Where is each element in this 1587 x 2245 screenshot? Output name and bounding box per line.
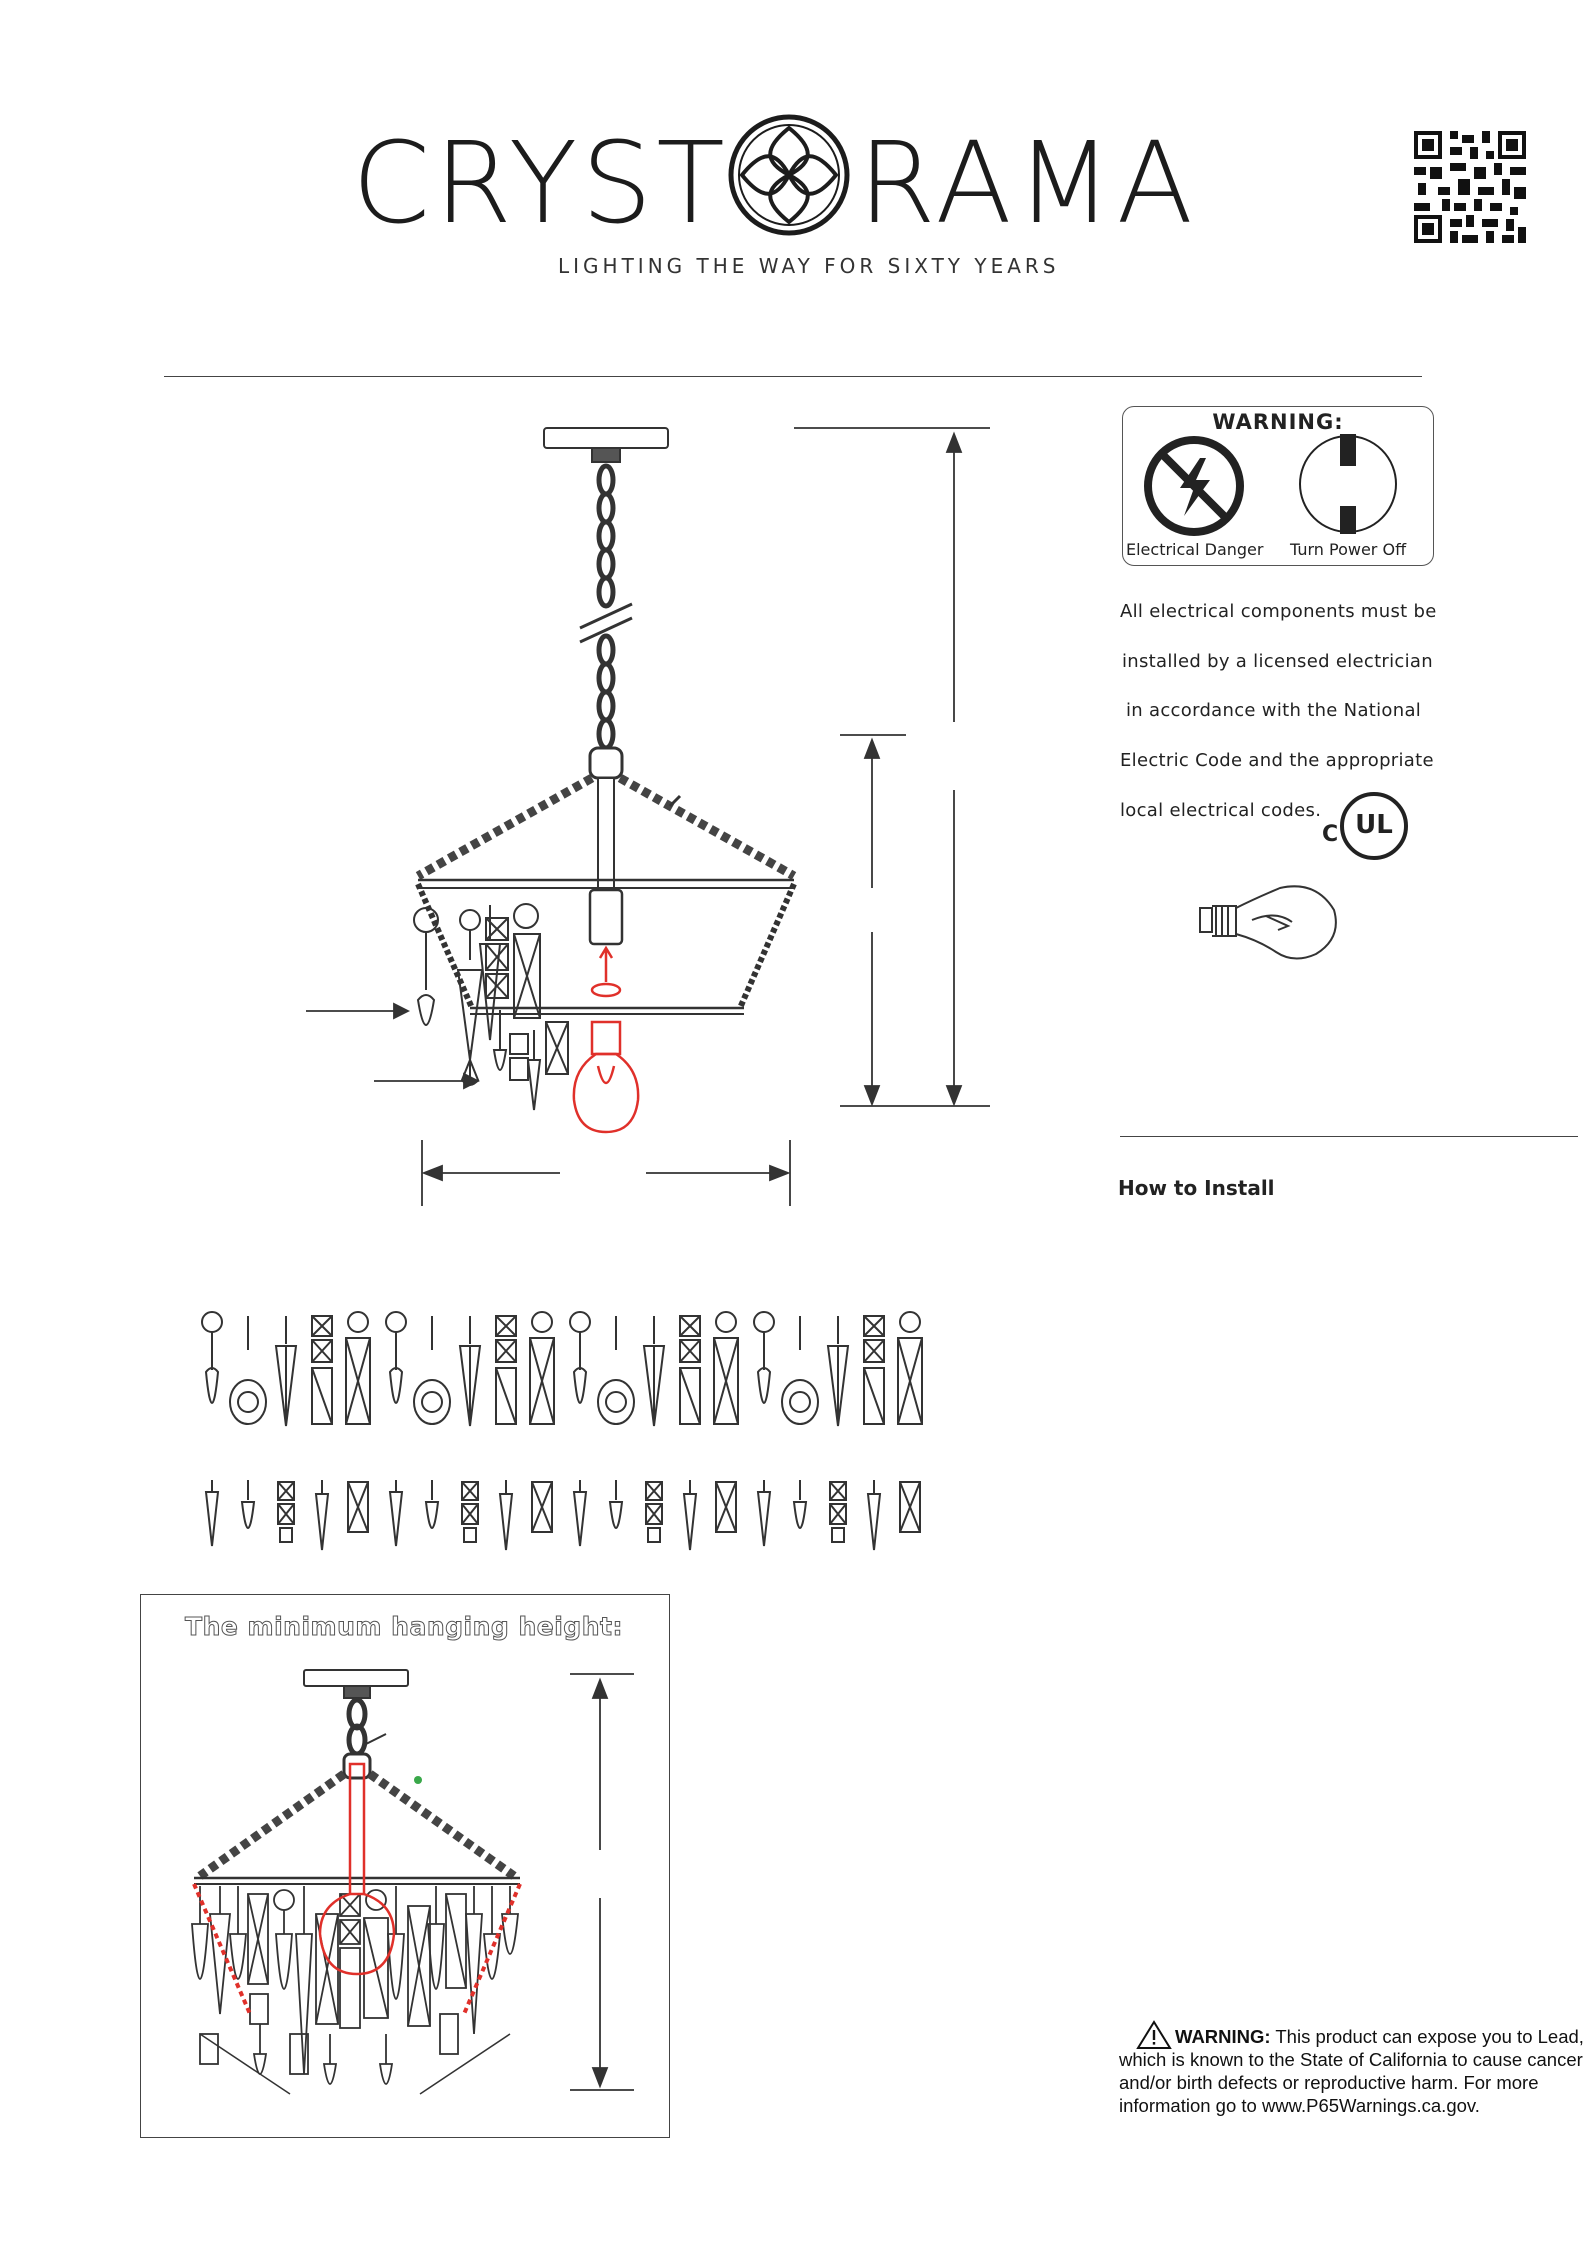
light-bulb-icon — [1196, 880, 1342, 962]
ul-listed-mark — [1340, 792, 1408, 860]
prop65-text: This product can expose you to Lead, which is known to the State of California to cause cancer and/or birth defects or reproductive harm. For more information go to www.P65Warnings.ca.gov. — [1119, 2026, 1584, 2116]
electrical-danger-caption: Electrical Danger — [1126, 540, 1264, 559]
prop65-label: WARNING: — [1175, 2026, 1271, 2047]
notice-line-4: Electric Code and the appropriate — [1120, 750, 1434, 771]
crystal-parts-row-top — [196, 1310, 936, 1440]
ul-c-mark: C — [1322, 822, 1339, 847]
notice-line-2: installed by a licensed electrician — [1122, 651, 1433, 672]
how-to-install-divider — [1120, 1136, 1578, 1137]
notice-line-1: All electrical components must be — [1120, 601, 1437, 622]
brand-name-right: RAMA — [858, 119, 1198, 249]
notice-line-5: local electrical codes. — [1120, 800, 1322, 821]
minimum-hanging-height-title: The minimum hanging height: — [185, 1612, 623, 1641]
electrical-danger-icon — [1144, 436, 1244, 536]
how-to-install-heading: How to Install — [1118, 1176, 1275, 1200]
warning-title: WARNING: — [1212, 410, 1344, 434]
prop65-warning — [1119, 2025, 1587, 2117]
turn-power-off-icon — [1296, 430, 1400, 538]
notice-line-3: in accordance with the National — [1126, 700, 1422, 721]
ul-mark-text: UL — [1355, 810, 1393, 840]
brand-name-left: CRYST — [352, 119, 729, 249]
crystal-parts-row-bottom — [196, 1476, 936, 1556]
minimum-height-drawing — [140, 1594, 668, 2136]
brand-tagline: LIGHTING THE WAY FOR SIXTY YEARS — [558, 254, 1060, 278]
turn-power-off-caption: Turn Power Off — [1290, 540, 1407, 559]
crystal-strand-rosette-drop — [202, 1312, 222, 1403]
